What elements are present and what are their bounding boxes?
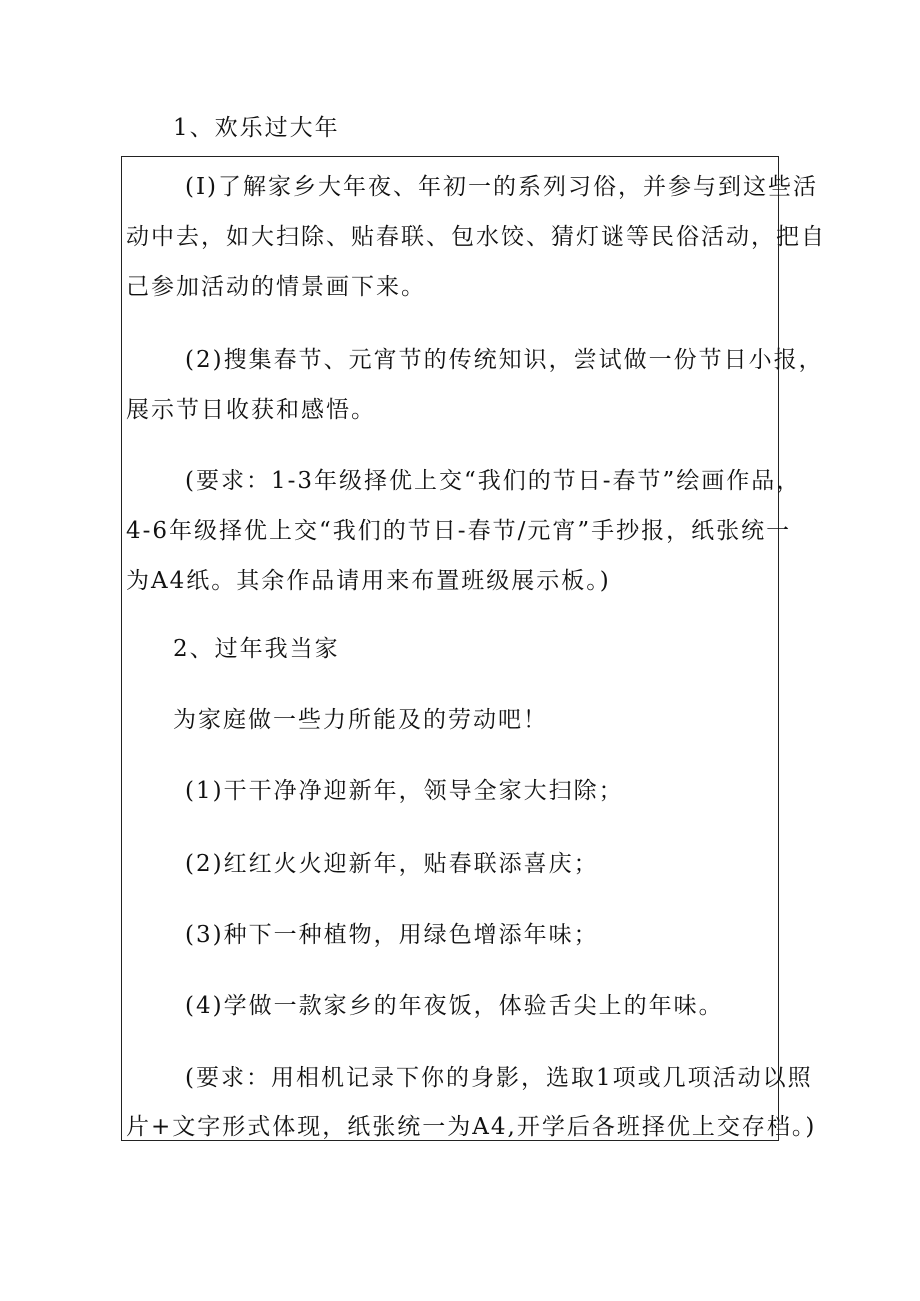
section2-requirement-line2: 片+文字形式体现，纸张统一为A4,开学后各班择优上交存档。) xyxy=(126,1114,817,1140)
section1-requirement-line1: (要求：1-3年级择优上交“我们的节日-春节”绘画作品， xyxy=(185,468,802,494)
section2-item3: (3)种下一种植物，用绿色增添年味； xyxy=(185,922,599,948)
item2-line2: 展示节日收获和感悟。 xyxy=(126,397,376,423)
section2-heading: 2、过年我当家 xyxy=(173,636,340,662)
section2-item1: (1)干干净净迎新年，领导全家大扫除； xyxy=(185,778,624,804)
section1-heading: 1、欢乐过大年 xyxy=(173,115,340,141)
item1-line2: 动中去，如大扫除、贴春联、包水饺、猜灯谜等民俗活动，把自 xyxy=(126,224,826,250)
item1-line1: (I)了解家乡大年夜、年初一的系列习俗，并参与到这些活 xyxy=(185,174,819,200)
section1-requirement-line3: 为A4纸。其余作品请用来布置班级展示板。) xyxy=(126,568,611,594)
item1-line3: 己参加活动的情景画下来。 xyxy=(126,274,426,300)
section2-requirement-line1: (要求：用相机记录下你的身影，选取1项或几项活动以照 xyxy=(185,1065,813,1091)
section2-item2: (2)红红火火迎新年，贴春联添喜庆； xyxy=(185,851,599,877)
section1-requirement-line2: 4-6年级择优上交“我们的节日-春节/元宵”手抄报，纸张统一 xyxy=(126,518,792,544)
section2-intro: 为家庭做一些力所能及的劳动吧！ xyxy=(173,707,548,733)
item2-line1: (2)搜集春节、元宵节的传统知识，尝试做一份节日小报， xyxy=(185,347,824,373)
section2-item4: (4)学做一款家乡的年夜饭，体验舌尖上的年味。 xyxy=(185,993,724,1019)
